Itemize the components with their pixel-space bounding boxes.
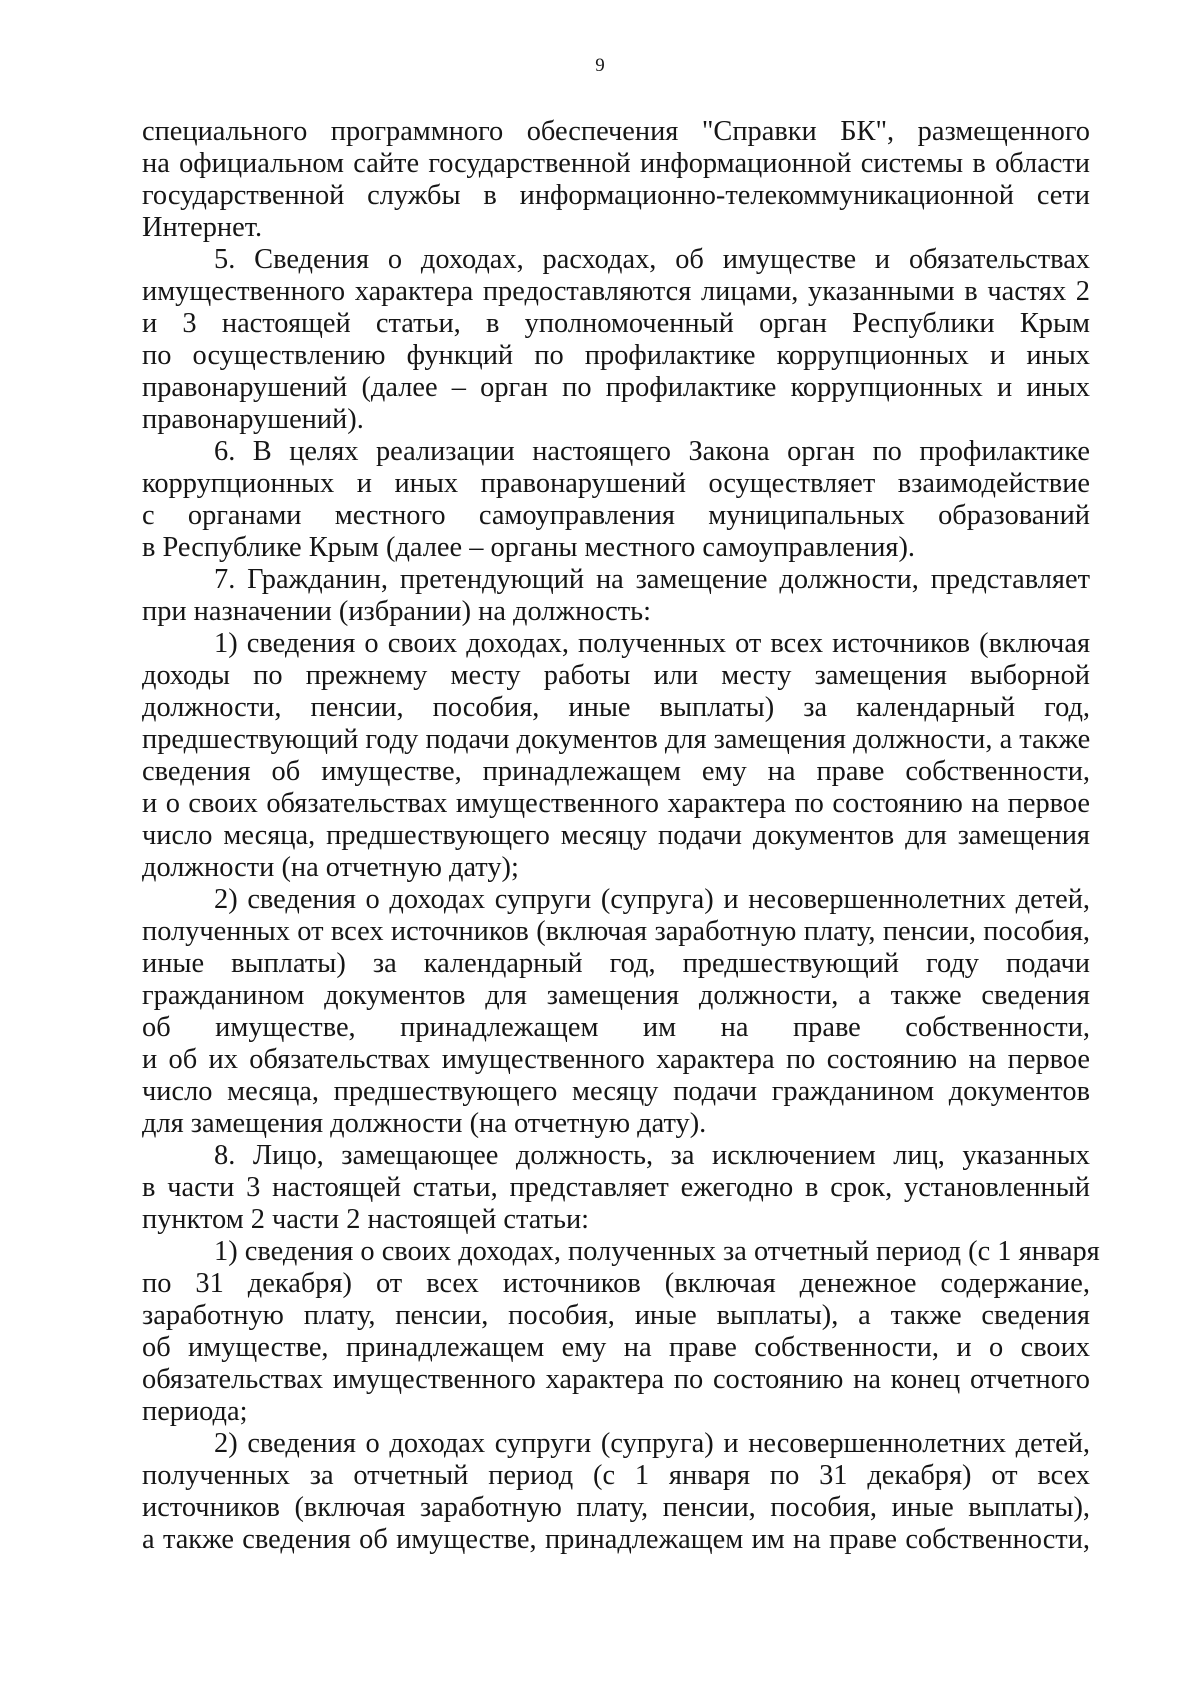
text-line: на официальном сайте государственной информационной системы в области xyxy=(142,148,1090,179)
paragraph-item-7-2 xyxy=(142,884,1090,1140)
text-line: коррупционных и иных правонарушений осуществляет взаимодействие xyxy=(142,468,1090,499)
text-line: должности, пенсии, пособия, иные выплаты) за календарный год, xyxy=(142,692,1090,723)
paragraph-item-7 xyxy=(142,564,1090,628)
text-line: пунктом 2 части 2 настоящей статьи: xyxy=(142,1204,590,1235)
document-body xyxy=(142,116,1100,1556)
text-line: и об их обязательствах имущественного характера по состоянию на первое xyxy=(142,1044,1090,1075)
paragraph-continuation xyxy=(142,116,1090,244)
text-line: должности (на отчетную дату); xyxy=(142,852,519,883)
text-line: в части 3 настоящей статьи, представляет ежегодно в срок, установленный xyxy=(142,1172,1090,1203)
text-line: и о своих обязательствах имущественного характера по состоянию на первое xyxy=(142,788,1090,819)
text-line: периода; xyxy=(142,1396,248,1427)
text-line: об имуществе, принадлежащем ему на праве собственности, и о своих xyxy=(142,1332,1090,1363)
paragraph-item-5 xyxy=(142,244,1090,436)
paragraph-item-6 xyxy=(142,436,1090,564)
paragraph-item-8-2 xyxy=(142,1428,1090,1556)
text-line: по осуществлению функций по профилактике коррупционных и иных xyxy=(142,340,1090,371)
text-line: 2) сведения о доходах супруги (супруга) и несовершеннолетних детей, xyxy=(214,884,1090,915)
text-line: иные выплаты) за календарный год, предшествующий году подачи xyxy=(142,948,1090,979)
text-line: и 3 настоящей статьи, в уполномоченный орган Республики Крым xyxy=(142,308,1090,339)
text-line: имущественного характера предоставляются лицами, указанными в частях 2 xyxy=(142,276,1090,307)
text-line: предшествующий году подачи документов для замещения должности, а также xyxy=(142,724,1091,755)
page-number: 9 xyxy=(595,55,605,76)
paragraph-item-8 xyxy=(142,1140,1090,1236)
text-line: 7. Гражданин, претендующий на замещение должности, представляет xyxy=(214,564,1090,595)
text-line: заработную плату, пенсии, пособия, иные выплаты), а также сведения xyxy=(142,1300,1090,1331)
text-line: 2) сведения о доходах супруги (супруга) и несовершеннолетних детей, xyxy=(214,1428,1090,1459)
text-line: 1) сведения о своих доходах, полученных от всех источников (включая xyxy=(214,628,1090,659)
text-line: 5. Сведения о доходах, расходах, об имуществе и обязательствах xyxy=(214,244,1090,275)
text-line: правонарушений). xyxy=(142,404,364,435)
text-line: обязательствах имущественного характера по состоянию на конец отчетного xyxy=(142,1364,1090,1395)
text-line: с органами местного самоуправления муниципальных образований xyxy=(142,500,1090,531)
text-line: сведения об имуществе, принадлежащем ему на праве собственности, xyxy=(142,756,1090,787)
text-line: 6. В целях реализации настоящего Закона орган по профилактике xyxy=(214,436,1090,467)
text-line: специального программного обеспечения "Справки БК", размещенного xyxy=(142,116,1090,147)
text-line: по 31 декабря) от всех источников (включая денежное содержание, xyxy=(142,1268,1090,1299)
text-line: государственной службы в информационно-телекоммуникационной сети xyxy=(142,180,1090,211)
text-line: гражданином документов для замещения должности, а также сведения xyxy=(142,980,1090,1011)
text-line: в Республике Крым (далее – органы местного самоуправления). xyxy=(142,532,916,563)
text-line: правонарушений (далее – орган по профилактике коррупционных и иных xyxy=(142,372,1090,403)
text-line: 8. Лицо, замещающее должность, за исключением лиц, указанных xyxy=(214,1140,1090,1171)
text-line: 1) сведения о своих доходах, полученных за отчетный период (с 1 января xyxy=(214,1236,1100,1267)
text-line: полученных за отчетный период (с 1 января по 31 декабря) от всех xyxy=(142,1460,1090,1491)
text-line: при назначении (избрании) на должность: xyxy=(142,596,652,627)
text-line: об имуществе, принадлежащем им на праве собственности, xyxy=(142,1012,1090,1043)
paragraph-item-7-1 xyxy=(142,628,1090,884)
text-line: число месяца, предшествующего месяцу подачи документов для замещения xyxy=(142,820,1090,851)
text-line: Интернет. xyxy=(142,212,263,243)
text-line: полученных от всех источников (включая заработную плату, пенсии, пособия, xyxy=(142,916,1090,947)
text-line: число месяца, предшествующего месяцу подачи гражданином документов xyxy=(142,1076,1090,1107)
text-line: доходы по прежнему месту работы или месту замещения выборной xyxy=(142,660,1090,691)
text-line: а также сведения об имуществе, принадлежащем им на праве собственности, xyxy=(142,1524,1090,1555)
paragraph-item-8-1 xyxy=(142,1236,1100,1428)
text-line: источников (включая заработную плату, пенсии, пособия, иные выплаты), xyxy=(142,1492,1090,1523)
text-line: для замещения должности (на отчетную дату). xyxy=(142,1108,707,1139)
